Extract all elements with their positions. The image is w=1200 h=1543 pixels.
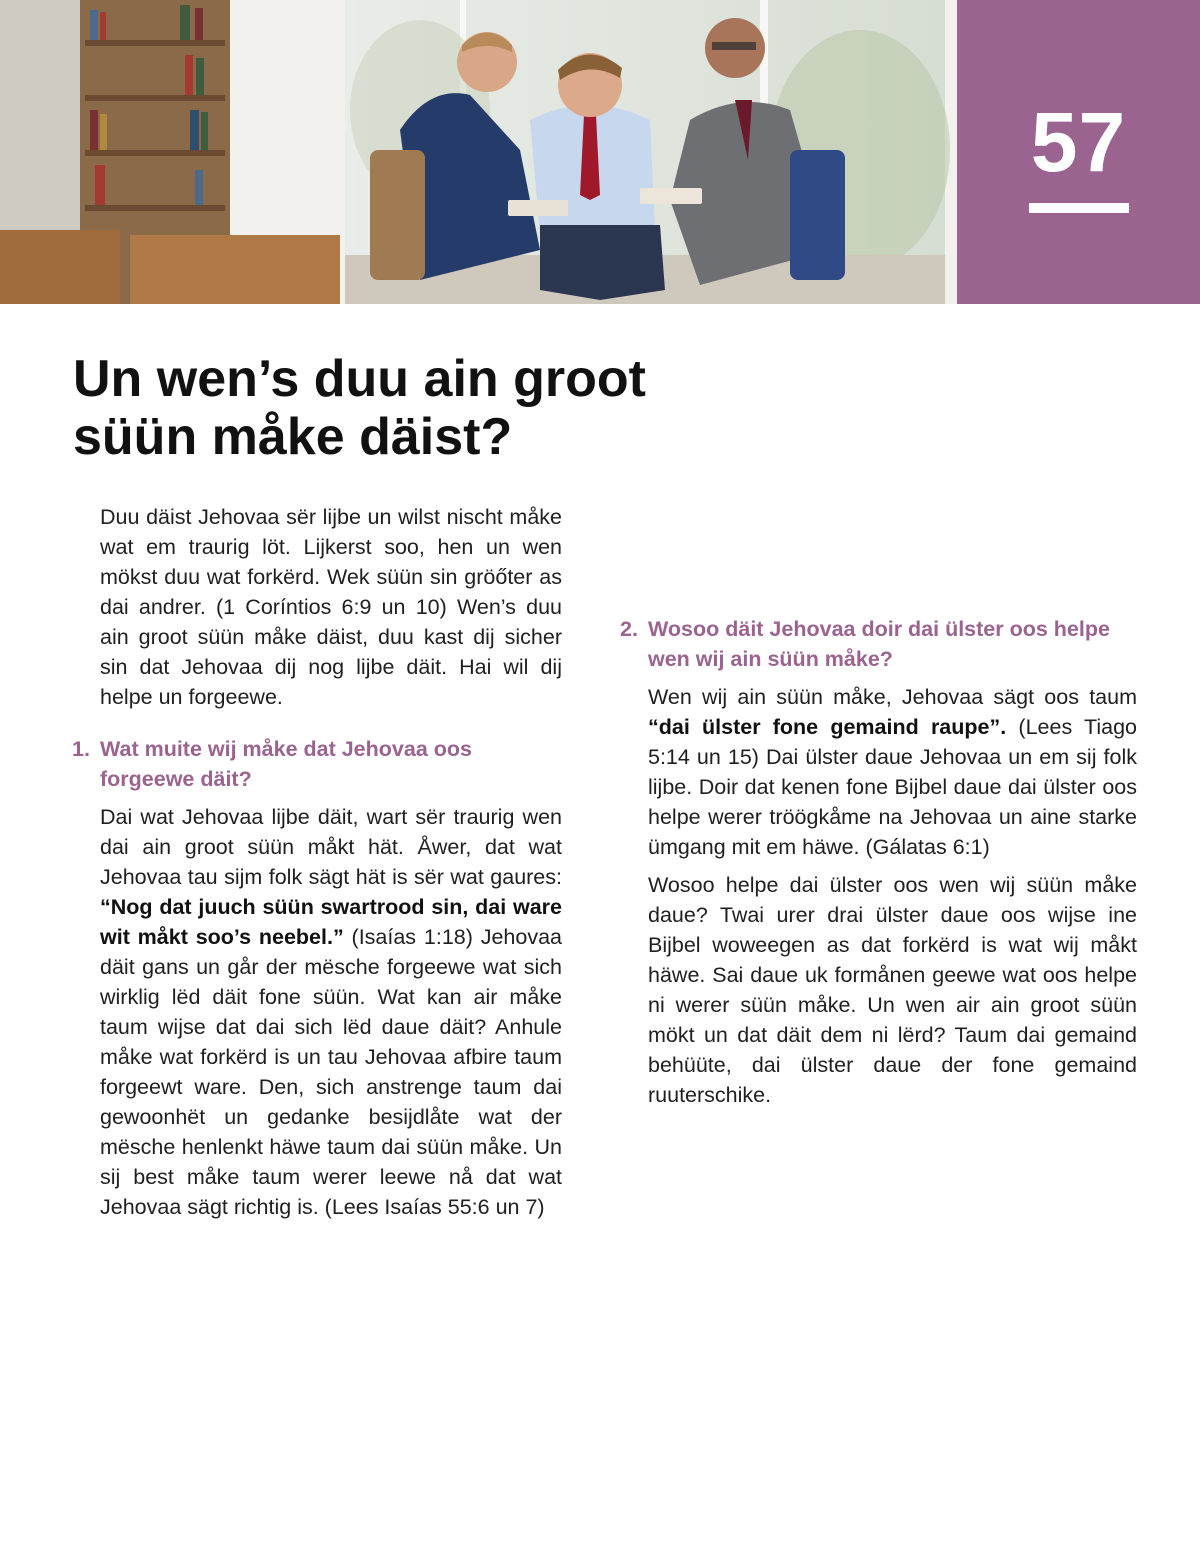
intro-paragraph: Duu däist Jehovaa sër lijbe un wilst nischt måke wat em traurig löt. Lijkerst soo, hen un wen mökst duu wat forkërd. Wek süün sin gröőter as dai andrer. (1 Coríntios 6:9 un 10) Wen’s duu ain groot süün måke däist, duu kast dij sicher sin dat Jehovaa dij nog lijbe däit. Hai wil dij helpe un forgeewe.: [100, 505, 562, 709]
title-line-1: Un wen’s duu ain groot: [73, 350, 646, 408]
question-1-text: Wat muite wij måke dat Jehovaa oos forgeewe däit?: [100, 737, 472, 791]
answer-2-paragraph-2: Wosoo helpe dai ülster oos wen wij süün måke daue? Twai urer drai ülster daue oos wijse ine Bijbel woweegen as dat forkërd is wat wij måkt häwe. Sai daue uk formånen geewe wat oos helpe ni werer süün måke. Un wen air ain groot süün mökt un dat däit dem ni lërd? Taum dai gemaind behüüte, dai ülster daue der fone gemaind ruuterschike.: [648, 873, 1137, 1107]
answer-1-text-b: (Isaías 1:18) Jehovaa däit gans un går der mësche forgeewe wat sich wirklig lëd däit fone süün. Wat kan air måke taum wijse dat dai sich lëd daue däit? Anhule måke wat forkërd is un tau Jehovaa afbire taum forgeewt ware. Den, sich anstrenge taum dai gewoonhët un gedanke besijdlåte wat der mësche henlenkt häwe taum dai süün måke. Un sij best måke taum werer leewe nå dat wat Jehovaa sägt richtig is. (Lees Isaías 55:6 un 7): [100, 925, 562, 1219]
answer-2-quote: “dai ülster fone gemaind raupe”.: [648, 715, 1007, 739]
page-title: [73, 350, 713, 466]
question-2-number: 2.: [620, 617, 638, 641]
answer-1-text-a: Dai wat Jehovaa lijbe däit, wart sër traurig wen dai ain groot süün måkt hät. Åwer, dat wat Jehovaa tau sijm folk sägt hät is sër wat gaures:: [100, 805, 562, 889]
question-2: [620, 614, 1137, 674]
hero-illustration: [0, 0, 957, 304]
answer-2-paragraph-1: [620, 682, 1137, 862]
right-column: [620, 502, 1137, 1118]
answer-1-quote: “Nog dat juuch süün swartrood sin, dai ware wit måkt soo’s neebel.”: [100, 895, 562, 949]
question-2-text: Wosoo däit Jehovaa doir dai ülster oos helpe wen wij ain süün måke?: [648, 617, 1110, 671]
chapter-underline: [1029, 203, 1129, 213]
chapter-number: 57: [1030, 95, 1127, 189]
answer-2-text-b: (Lees Tiago 5:14 un 15) Dai ülster daue Jehovaa un em sij folk lijbe. Doir dat kenen fone Bijbel daue dai ülster oos helpe werer tröögkåme na Jehovaa un aine starke ümgang mit em häwe. (Gálatas 6:1): [648, 715, 1137, 859]
chapter-badge: [957, 0, 1200, 304]
left-column: [72, 502, 562, 1230]
answer-1-paragraph: [72, 802, 562, 1222]
title-line-2: süün måke däist?: [73, 408, 513, 466]
question-1: [72, 734, 562, 794]
hero-photo: [0, 0, 957, 304]
question-1-number: 1.: [72, 737, 90, 761]
answer-2-text-a: Wen wij ain süün måke, Jehovaa sägt oos taum: [648, 685, 1137, 709]
